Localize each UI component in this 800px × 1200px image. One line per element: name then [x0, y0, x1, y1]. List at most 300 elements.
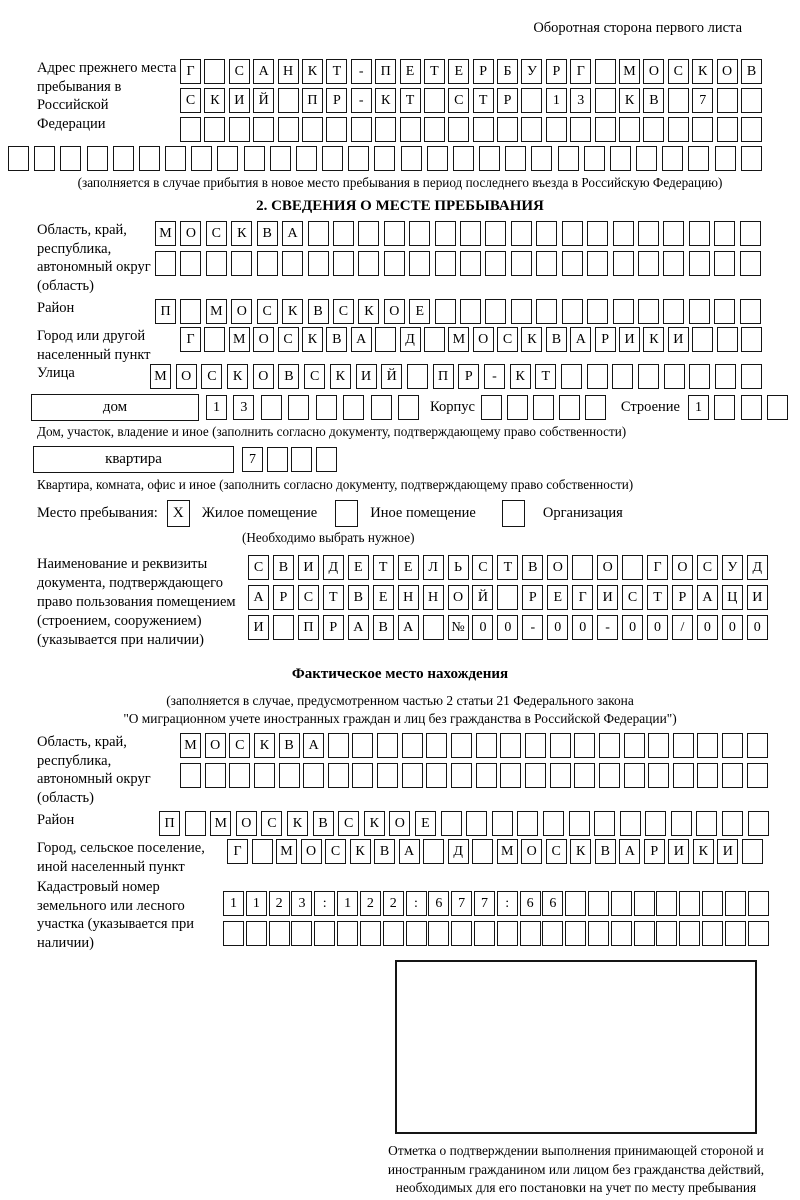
grid-cell[interactable] — [588, 921, 609, 946]
grid-cell[interactable]: Р — [323, 615, 344, 640]
grid-cell[interactable]: В — [374, 839, 395, 864]
grid-cell[interactable]: Е — [448, 59, 469, 84]
grid-cell[interactable] — [435, 251, 456, 276]
grid-cell[interactable]: Д — [323, 555, 344, 580]
grid-cell[interactable] — [180, 251, 201, 276]
grid-cell[interactable] — [559, 395, 580, 420]
grid-cell[interactable] — [689, 251, 710, 276]
grid-cell[interactable] — [351, 117, 372, 142]
grid-cell[interactable] — [282, 251, 303, 276]
grid-cell[interactable]: В — [273, 555, 294, 580]
grid-cell[interactable]: С — [668, 59, 689, 84]
grid-cell[interactable] — [638, 251, 659, 276]
grid-cell[interactable]: 0 — [572, 615, 593, 640]
grid-cell[interactable] — [500, 733, 521, 758]
grid-cell[interactable]: В — [522, 555, 543, 580]
grid-cell[interactable]: 3 — [233, 395, 254, 420]
grid-cell[interactable] — [741, 364, 762, 389]
grid-cell[interactable] — [400, 117, 421, 142]
grid-cell[interactable]: А — [399, 839, 420, 864]
grid-cell[interactable]: М — [448, 327, 469, 352]
grid-cell[interactable] — [702, 921, 723, 946]
grid-cell[interactable] — [521, 117, 542, 142]
grid-cell[interactable] — [511, 221, 532, 246]
grid-cell[interactable] — [689, 364, 710, 389]
grid-cell[interactable] — [722, 733, 743, 758]
grid-cell[interactable] — [409, 221, 430, 246]
grid-cell[interactable]: В — [313, 811, 334, 836]
grid-cell[interactable]: Е — [348, 555, 369, 580]
grid-cell[interactable]: И — [597, 585, 618, 610]
grid-cell[interactable] — [748, 921, 769, 946]
grid-cell[interactable]: М — [155, 221, 176, 246]
grid-cell[interactable] — [451, 921, 472, 946]
grid-cell[interactable] — [441, 811, 462, 836]
grid-cell[interactable]: С — [333, 299, 354, 324]
grid-cell[interactable] — [725, 921, 746, 946]
grid-cell[interactable]: П — [433, 364, 454, 389]
grid-cell[interactable]: А — [248, 585, 269, 610]
grid-cell[interactable] — [558, 146, 579, 171]
grid-cell[interactable]: В — [308, 299, 329, 324]
grid-cell[interactable] — [479, 146, 500, 171]
grid-cell[interactable] — [8, 146, 29, 171]
grid-cell[interactable]: Т — [373, 555, 394, 580]
grid-cell[interactable]: О — [205, 733, 226, 758]
grid-cell[interactable]: : — [314, 891, 335, 916]
grid-cell[interactable]: 1 — [223, 891, 244, 916]
grid-cell[interactable]: Г — [180, 59, 201, 84]
grid-cell[interactable]: К — [521, 327, 542, 352]
grid-cell[interactable]: И — [356, 364, 377, 389]
grid-cell[interactable] — [139, 146, 160, 171]
grid-cell[interactable] — [624, 763, 645, 788]
grid-cell[interactable] — [587, 299, 608, 324]
grid-cell[interactable] — [511, 251, 532, 276]
grid-cell[interactable] — [360, 921, 381, 946]
grid-cell[interactable] — [308, 251, 329, 276]
grid-cell[interactable] — [574, 733, 595, 758]
grid-cell[interactable]: У — [722, 555, 743, 580]
grid-cell[interactable]: 1 — [688, 395, 709, 420]
grid-cell[interactable]: С — [546, 839, 567, 864]
grid-cell[interactable]: Р — [546, 59, 567, 84]
grid-cell[interactable] — [424, 117, 445, 142]
grid-cell[interactable]: К — [510, 364, 531, 389]
grid-cell[interactable] — [725, 891, 746, 916]
grid-cell[interactable] — [611, 921, 632, 946]
grid-cell[interactable]: У — [521, 59, 542, 84]
grid-cell[interactable] — [643, 117, 664, 142]
grid-cell[interactable]: С — [697, 555, 718, 580]
grid-cell[interactable] — [612, 364, 633, 389]
grid-cell[interactable] — [352, 763, 373, 788]
grid-cell[interactable] — [348, 146, 369, 171]
grid-cell[interactable]: Р — [644, 839, 665, 864]
grid-cell[interactable] — [371, 395, 392, 420]
grid-cell[interactable]: О — [672, 555, 693, 580]
grid-cell[interactable] — [673, 763, 694, 788]
grid-cell[interactable]: Р — [672, 585, 693, 610]
grid-cell[interactable] — [697, 763, 718, 788]
grid-cell[interactable]: В — [741, 59, 762, 84]
grid-cell[interactable]: С — [298, 585, 319, 610]
grid-cell[interactable]: И — [248, 615, 269, 640]
grid-cell[interactable] — [521, 88, 542, 113]
grid-cell[interactable]: В — [257, 221, 278, 246]
grid-cell[interactable] — [574, 763, 595, 788]
grid-cell[interactable] — [599, 763, 620, 788]
grid-cell[interactable]: О — [521, 839, 542, 864]
grid-cell[interactable] — [520, 921, 541, 946]
grid-cell[interactable]: - — [351, 59, 372, 84]
grid-cell[interactable] — [717, 327, 738, 352]
grid-cell[interactable] — [254, 763, 275, 788]
grid-cell[interactable]: О — [176, 364, 197, 389]
grid-cell[interactable]: М — [619, 59, 640, 84]
grid-cell[interactable]: О — [236, 811, 257, 836]
grid-cell[interactable]: 3 — [570, 88, 591, 113]
grid-cell[interactable] — [303, 763, 324, 788]
grid-cell[interactable] — [473, 117, 494, 142]
organization-checkbox[interactable] — [502, 500, 525, 527]
grid-cell[interactable]: К — [693, 839, 714, 864]
grid-cell[interactable]: П — [375, 59, 396, 84]
grid-cell[interactable]: 1 — [206, 395, 227, 420]
grid-cell[interactable] — [679, 921, 700, 946]
grid-cell[interactable]: Й — [381, 364, 402, 389]
grid-cell[interactable]: Р — [522, 585, 543, 610]
grid-cell[interactable]: 6 — [520, 891, 541, 916]
grid-cell[interactable] — [460, 251, 481, 276]
grid-cell[interactable]: И — [229, 88, 250, 113]
grid-cell[interactable] — [497, 117, 518, 142]
grid-cell[interactable] — [536, 299, 557, 324]
grid-cell[interactable]: В — [348, 585, 369, 610]
grid-cell[interactable]: 1 — [546, 88, 567, 113]
grid-cell[interactable]: С — [257, 299, 278, 324]
grid-cell[interactable]: Е — [400, 59, 421, 84]
grid-cell[interactable] — [485, 221, 506, 246]
grid-cell[interactable] — [587, 251, 608, 276]
grid-cell[interactable] — [402, 763, 423, 788]
grid-cell[interactable]: К — [358, 299, 379, 324]
grid-cell[interactable]: С — [325, 839, 346, 864]
grid-cell[interactable]: И — [668, 327, 689, 352]
grid-cell[interactable]: В — [546, 327, 567, 352]
grid-cell[interactable] — [314, 921, 335, 946]
grid-cell[interactable] — [426, 763, 447, 788]
grid-cell[interactable]: С — [201, 364, 222, 389]
grid-cell[interactable] — [714, 251, 735, 276]
grid-cell[interactable] — [466, 811, 487, 836]
grid-cell[interactable] — [747, 763, 768, 788]
grid-cell[interactable]: В — [278, 364, 299, 389]
grid-cell[interactable]: Л — [423, 555, 444, 580]
grid-cell[interactable]: : — [406, 891, 427, 916]
grid-cell[interactable] — [308, 221, 329, 246]
grid-cell[interactable]: М — [229, 327, 250, 352]
grid-cell[interactable]: С — [229, 733, 250, 758]
grid-cell[interactable] — [229, 117, 250, 142]
grid-cell[interactable]: 2 — [360, 891, 381, 916]
grid-cell[interactable]: О — [643, 59, 664, 84]
grid-cell[interactable] — [476, 733, 497, 758]
grid-cell[interactable] — [634, 921, 655, 946]
grid-cell[interactable] — [296, 146, 317, 171]
grid-cell[interactable] — [460, 299, 481, 324]
grid-cell[interactable] — [569, 811, 590, 836]
grid-cell[interactable] — [634, 891, 655, 916]
grid-cell[interactable] — [278, 88, 299, 113]
grid-cell[interactable]: К — [204, 88, 225, 113]
grid-cell[interactable] — [696, 811, 717, 836]
grid-cell[interactable] — [155, 251, 176, 276]
grid-cell[interactable] — [722, 811, 743, 836]
grid-cell[interactable]: К — [570, 839, 591, 864]
grid-cell[interactable]: К — [619, 88, 640, 113]
grid-cell[interactable] — [180, 117, 201, 142]
grid-cell[interactable] — [485, 251, 506, 276]
grid-cell[interactable]: : — [497, 891, 518, 916]
grid-cell[interactable] — [375, 327, 396, 352]
grid-cell[interactable] — [180, 299, 201, 324]
grid-cell[interactable]: 7 — [451, 891, 472, 916]
grid-cell[interactable]: 2 — [383, 891, 404, 916]
grid-cell[interactable] — [273, 615, 294, 640]
grid-cell[interactable] — [448, 117, 469, 142]
grid-cell[interactable] — [113, 146, 134, 171]
grid-cell[interactable]: И — [747, 585, 768, 610]
grid-cell[interactable]: В — [279, 733, 300, 758]
grid-cell[interactable] — [656, 891, 677, 916]
grid-cell[interactable]: Е — [398, 555, 419, 580]
grid-cell[interactable]: 0 — [747, 615, 768, 640]
grid-cell[interactable] — [328, 733, 349, 758]
grid-cell[interactable] — [648, 763, 669, 788]
grid-cell[interactable] — [474, 921, 495, 946]
grid-cell[interactable]: 0 — [622, 615, 643, 640]
grid-cell[interactable]: К — [643, 327, 664, 352]
grid-cell[interactable] — [424, 88, 445, 113]
grid-cell[interactable] — [638, 221, 659, 246]
grid-cell[interactable] — [689, 299, 710, 324]
grid-cell[interactable]: С — [338, 811, 359, 836]
grid-cell[interactable] — [253, 117, 274, 142]
grid-cell[interactable]: № — [448, 615, 469, 640]
grid-cell[interactable]: Н — [423, 585, 444, 610]
grid-cell[interactable]: Т — [323, 585, 344, 610]
grid-cell[interactable] — [668, 88, 689, 113]
grid-cell[interactable] — [536, 221, 557, 246]
grid-cell[interactable]: А — [570, 327, 591, 352]
grid-cell[interactable] — [679, 891, 700, 916]
grid-cell[interactable]: С — [497, 327, 518, 352]
grid-cell[interactable] — [435, 299, 456, 324]
grid-cell[interactable] — [352, 733, 373, 758]
grid-cell[interactable] — [562, 299, 583, 324]
grid-cell[interactable]: М — [210, 811, 231, 836]
grid-cell[interactable]: К — [302, 59, 323, 84]
grid-cell[interactable] — [451, 733, 472, 758]
grid-cell[interactable] — [565, 891, 586, 916]
grid-cell[interactable] — [572, 555, 593, 580]
grid-cell[interactable] — [715, 364, 736, 389]
grid-cell[interactable]: А — [303, 733, 324, 758]
grid-cell[interactable] — [383, 921, 404, 946]
grid-cell[interactable] — [748, 811, 769, 836]
grid-cell[interactable] — [204, 117, 225, 142]
grid-cell[interactable]: 6 — [542, 891, 563, 916]
grid-cell[interactable] — [741, 117, 762, 142]
grid-cell[interactable] — [453, 146, 474, 171]
grid-cell[interactable] — [244, 146, 265, 171]
grid-cell[interactable] — [507, 395, 528, 420]
grid-cell[interactable] — [205, 763, 226, 788]
grid-cell[interactable] — [427, 146, 448, 171]
grid-cell[interactable] — [531, 146, 552, 171]
grid-cell[interactable]: О — [231, 299, 252, 324]
grid-cell[interactable]: С — [180, 88, 201, 113]
grid-cell[interactable]: М — [180, 733, 201, 758]
grid-cell[interactable] — [358, 221, 379, 246]
grid-cell[interactable] — [481, 395, 502, 420]
grid-cell[interactable] — [185, 811, 206, 836]
grid-cell[interactable]: 2 — [269, 891, 290, 916]
grid-cell[interactable]: Т — [497, 555, 518, 580]
grid-cell[interactable] — [377, 763, 398, 788]
grid-cell[interactable] — [715, 146, 736, 171]
grid-cell[interactable]: Н — [398, 585, 419, 610]
grid-cell[interactable] — [692, 117, 713, 142]
grid-cell[interactable]: И — [619, 327, 640, 352]
grid-cell[interactable] — [645, 811, 666, 836]
grid-cell[interactable] — [343, 395, 364, 420]
grid-cell[interactable] — [246, 921, 267, 946]
grid-cell[interactable]: В — [373, 615, 394, 640]
grid-cell[interactable] — [423, 839, 444, 864]
grid-cell[interactable]: Е — [547, 585, 568, 610]
grid-cell[interactable] — [401, 146, 422, 171]
grid-cell[interactable] — [714, 299, 735, 324]
grid-cell[interactable] — [302, 117, 323, 142]
grid-cell[interactable] — [588, 891, 609, 916]
grid-cell[interactable] — [326, 117, 347, 142]
grid-cell[interactable] — [278, 117, 299, 142]
grid-cell[interactable] — [546, 117, 567, 142]
grid-cell[interactable] — [384, 221, 405, 246]
grid-cell[interactable]: О — [384, 299, 405, 324]
grid-cell[interactable]: П — [302, 88, 323, 113]
grid-cell[interactable] — [472, 839, 493, 864]
grid-cell[interactable] — [595, 59, 616, 84]
grid-cell[interactable] — [374, 146, 395, 171]
grid-cell[interactable]: Р — [326, 88, 347, 113]
grid-cell[interactable]: К — [282, 299, 303, 324]
grid-cell[interactable]: Ь — [448, 555, 469, 580]
grid-cell[interactable] — [257, 251, 278, 276]
grid-cell[interactable] — [697, 733, 718, 758]
grid-cell[interactable] — [636, 146, 657, 171]
grid-cell[interactable]: А — [619, 839, 640, 864]
grid-cell[interactable]: Г — [572, 585, 593, 610]
grid-cell[interactable]: К — [227, 364, 248, 389]
grid-cell[interactable]: Б — [497, 59, 518, 84]
grid-cell[interactable] — [180, 763, 201, 788]
grid-cell[interactable]: С — [622, 585, 643, 610]
grid-cell[interactable] — [291, 447, 312, 472]
grid-cell[interactable] — [714, 221, 735, 246]
grid-cell[interactable] — [550, 763, 571, 788]
grid-cell[interactable]: П — [298, 615, 319, 640]
grid-cell[interactable]: С — [278, 327, 299, 352]
grid-cell[interactable]: С — [229, 59, 250, 84]
grid-cell[interactable]: К — [375, 88, 396, 113]
grid-cell[interactable] — [358, 251, 379, 276]
grid-cell[interactable] — [460, 221, 481, 246]
grid-cell[interactable]: О — [180, 221, 201, 246]
grid-cell[interactable]: О — [389, 811, 410, 836]
grid-cell[interactable] — [671, 811, 692, 836]
grid-cell[interactable] — [613, 251, 634, 276]
grid-cell[interactable] — [648, 733, 669, 758]
grid-cell[interactable] — [740, 299, 761, 324]
grid-cell[interactable]: О — [717, 59, 738, 84]
grid-cell[interactable] — [333, 221, 354, 246]
grid-cell[interactable]: Т — [473, 88, 494, 113]
grid-cell[interactable]: Й — [253, 88, 274, 113]
grid-cell[interactable]: 1 — [337, 891, 358, 916]
grid-cell[interactable] — [525, 733, 546, 758]
grid-cell[interactable]: 0 — [497, 615, 518, 640]
grid-cell[interactable]: / — [672, 615, 693, 640]
grid-cell[interactable] — [565, 921, 586, 946]
grid-cell[interactable]: Е — [373, 585, 394, 610]
grid-cell[interactable] — [741, 327, 762, 352]
grid-cell[interactable]: К — [692, 59, 713, 84]
grid-cell[interactable] — [702, 891, 723, 916]
grid-cell[interactable]: Т — [326, 59, 347, 84]
grid-cell[interactable] — [613, 221, 634, 246]
grid-cell[interactable] — [741, 88, 762, 113]
grid-cell[interactable] — [561, 364, 582, 389]
grid-cell[interactable]: А — [398, 615, 419, 640]
grid-cell[interactable] — [333, 251, 354, 276]
grid-cell[interactable]: Р — [273, 585, 294, 610]
grid-cell[interactable] — [587, 364, 608, 389]
grid-cell[interactable] — [622, 555, 643, 580]
grid-cell[interactable] — [610, 146, 631, 171]
grid-cell[interactable] — [424, 327, 445, 352]
grid-cell[interactable] — [322, 146, 343, 171]
grid-cell[interactable]: А — [282, 221, 303, 246]
grid-cell[interactable] — [398, 395, 419, 420]
grid-cell[interactable] — [60, 146, 81, 171]
grid-cell[interactable]: Г — [180, 327, 201, 352]
grid-cell[interactable]: А — [253, 59, 274, 84]
grid-cell[interactable] — [204, 327, 225, 352]
grid-cell[interactable] — [428, 921, 449, 946]
grid-cell[interactable] — [662, 146, 683, 171]
grid-cell[interactable]: О — [253, 364, 274, 389]
grid-cell[interactable]: О — [448, 585, 469, 610]
grid-cell[interactable] — [229, 763, 250, 788]
grid-cell[interactable]: 6 — [428, 891, 449, 916]
grid-cell[interactable] — [337, 921, 358, 946]
grid-cell[interactable] — [663, 251, 684, 276]
grid-cell[interactable]: К — [302, 327, 323, 352]
grid-cell[interactable]: А — [351, 327, 372, 352]
